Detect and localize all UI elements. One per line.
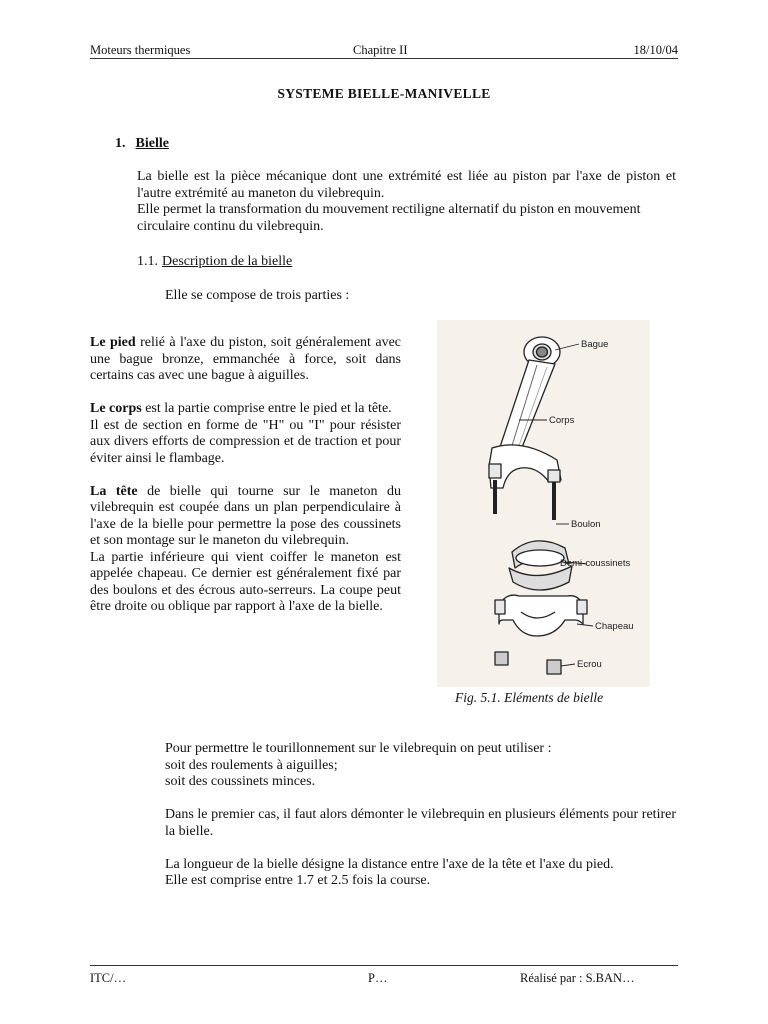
part-tete-term: La tête (90, 483, 138, 499)
parts-column (90, 335, 401, 616)
intro-paragraph-1: La bielle est la pièce mécanique dont une extrémité est liée au piston par l'axe de piston et l'autre extrémité au maneton du vilebrequin. (137, 169, 676, 201)
compose-line: Elle se compose de trois parties : (165, 288, 350, 303)
label-corps: Corps (549, 415, 575, 426)
after-paragraph-3b: Elle est comprise entre 1.7 et 2.5 fois la course. (165, 873, 431, 888)
part-pied-text: relié à l'axe du piston, soit généralement avec une bague bronze, emmanchée à force, soit dans certains cas avec une bague à aiguilles. (90, 335, 401, 383)
part-corps-extra: Il est de section en forme de "H" ou "I" pour résister aux divers efforts de compression et de traction et pour éviter ainsi le flambage. (90, 417, 401, 466)
header-right: 18/10/04 (633, 43, 678, 57)
after-option-1: soit des roulements à aiguilles; (165, 757, 338, 773)
part-pied (90, 335, 401, 385)
subsection-number: 1.1. (137, 254, 158, 269)
part-pied-term: Le pied (90, 335, 136, 350)
footer-center: P… (368, 971, 388, 985)
label-boulon: Boulon (571, 519, 601, 530)
footer-rule (90, 965, 678, 966)
after-paragraph-2: Dans le premier cas, il faut alors démonter le vilebrequin en plusieurs éléments pour retirer la bielle. (165, 807, 676, 839)
footer-left: ITC/… (90, 971, 127, 985)
figure-bielle (437, 320, 650, 687)
part-corps-text: est la partie comprise entre le pied et la tête. (141, 401, 392, 416)
after-lead: Pour permettre le tourillonnement sur le vilebrequin on peut utiliser : (165, 741, 552, 756)
part-corps (90, 401, 401, 418)
section-heading (115, 136, 169, 152)
subsection-title: Description de la bielle (162, 254, 293, 269)
intro-paragraph-2: Elle permet la transformation du mouvement rectiligne alternatif du piston en mouvement circulaire continu du vilebrequin. (137, 202, 641, 234)
after-option-2: soit des coussinets minces. (165, 774, 316, 789)
section-title: Bielle (135, 136, 169, 151)
part-tete-text: de bielle qui tourne sur le maneton du vilebrequin est coupée dans un plan perpendiculaire à l'axe de la bielle pour permettre la pose des coussinets et son montage sur le maneton du vilebrequin. (90, 483, 401, 548)
figure-caption: Fig. 5.1. Eléments de bielle (455, 690, 604, 705)
page-title: SYSTEME BIELLE-MANIVELLE (277, 86, 491, 101)
footer-right: Réalisé par : S.BAN… (520, 971, 635, 985)
label-bague: Bague (581, 339, 609, 350)
label-ecrou: Ecrou (577, 659, 602, 670)
subsection-heading (137, 254, 292, 270)
after-block (165, 741, 676, 890)
header-rule (90, 58, 678, 59)
part-tete-extra: La partie inférieure qui vient coiffer le maneton est appelée chapeau. Ce dernier est généralement fixé par des boulons et des écrous auto-serreurs. La coupe peut être droite ou oblique par rapport à l'axe de la bielle. (90, 549, 401, 614)
after-paragraph-3a: La longueur de la bielle désigne la distance entre l'axe de la tête et l'axe du pied. (165, 856, 614, 872)
section-number: 1. (115, 136, 126, 151)
label-chapeau: Chapeau (595, 621, 634, 632)
part-tete (90, 484, 401, 550)
header-center: Chapitre II (353, 43, 408, 57)
part-corps-term: Le corps (90, 401, 142, 416)
connecting-rod-illustration (437, 320, 650, 687)
header-left: Moteurs thermiques (90, 43, 191, 57)
intro-block (137, 169, 676, 235)
label-demi-coussinets: Demi-coussinets (560, 558, 631, 569)
